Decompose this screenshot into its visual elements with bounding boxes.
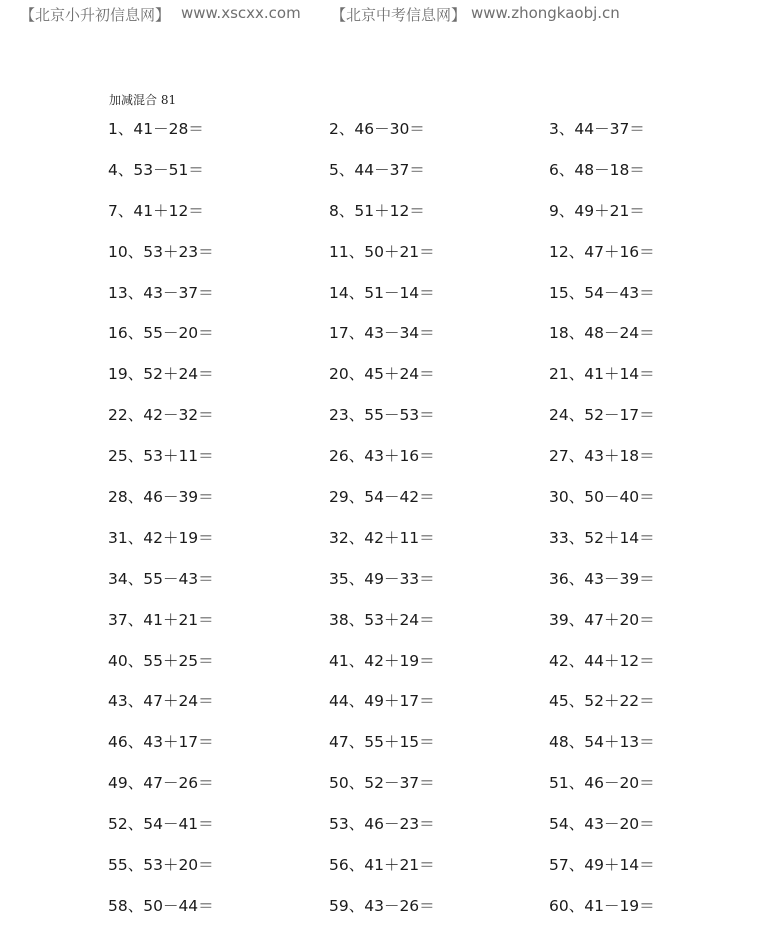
problem-item: 31、42＋19＝ bbox=[108, 528, 214, 547]
problem-item: 23、55－53＝ bbox=[329, 406, 435, 425]
problem-item: 51、46－20＝ bbox=[549, 774, 655, 793]
problem-item: 59、43－26＝ bbox=[329, 896, 435, 915]
problem-item: 53、46－23＝ bbox=[329, 815, 435, 834]
problem-item: 11、50＋21＝ bbox=[329, 242, 435, 261]
problem-item: 9、49＋21＝ bbox=[549, 201, 645, 220]
problem-item: 15、54－43＝ bbox=[549, 283, 655, 302]
problem-grid bbox=[108, 113, 748, 931]
problem-item: 44、49＋17＝ bbox=[329, 692, 435, 711]
problem-item: 21、41＋14＝ bbox=[549, 365, 655, 384]
problem-item: 56、41＋21＝ bbox=[329, 856, 435, 875]
worksheet-title: 加减混合 81 bbox=[109, 93, 177, 107]
site-name-zhongkao: 【北京中考信息网】 bbox=[331, 6, 467, 24]
problem-item: 16、55－20＝ bbox=[108, 324, 214, 343]
problem-item: 36、43－39＝ bbox=[549, 569, 655, 588]
problem-item: 13、43－37＝ bbox=[108, 283, 214, 302]
problem-item: 34、55－43＝ bbox=[108, 569, 214, 588]
problem-item: 40、55＋25＝ bbox=[108, 651, 214, 670]
problem-item: 10、53＋23＝ bbox=[108, 242, 214, 261]
page-header bbox=[20, 4, 773, 26]
problem-item: 48、54＋13＝ bbox=[549, 733, 655, 752]
problem-item: 58、50－44＝ bbox=[108, 896, 214, 915]
problem-item: 43、47＋24＝ bbox=[108, 692, 214, 711]
site-url-xscxx[interactable]: www.xscxx.com bbox=[181, 4, 301, 22]
problem-item: 46、43＋17＝ bbox=[108, 733, 214, 752]
problem-item: 33、52＋14＝ bbox=[549, 528, 655, 547]
problem-item: 1、41－28＝ bbox=[108, 120, 204, 138]
problem-item: 6、48－18＝ bbox=[549, 160, 645, 179]
problem-item: 42、44＋12＝ bbox=[549, 651, 655, 670]
problem-item: 60、41－19＝ bbox=[549, 896, 655, 915]
problem-item: 17、43－34＝ bbox=[329, 324, 435, 343]
problem-item: 38、53＋24＝ bbox=[329, 610, 435, 629]
problem-item: 45、52＋22＝ bbox=[549, 692, 655, 711]
problem-item: 3、44－37＝ bbox=[549, 120, 645, 138]
problem-item: 57、49＋14＝ bbox=[549, 856, 655, 875]
problem-item: 28、46－39＝ bbox=[108, 488, 214, 507]
problem-item: 49、47－26＝ bbox=[108, 774, 214, 793]
problem-item: 35、49－33＝ bbox=[329, 569, 435, 588]
problem-item: 37、41＋21＝ bbox=[108, 610, 214, 629]
problem-item: 12、47＋16＝ bbox=[549, 242, 655, 261]
problem-item: 19、52＋24＝ bbox=[108, 365, 214, 384]
problem-item: 32、42＋11＝ bbox=[329, 528, 435, 547]
problem-item: 26、43＋16＝ bbox=[329, 447, 435, 466]
problem-item: 20、45＋24＝ bbox=[329, 365, 435, 384]
problem-item: 30、50－40＝ bbox=[549, 488, 655, 507]
problem-item: 39、47＋20＝ bbox=[549, 610, 655, 629]
problem-item: 52、54－41＝ bbox=[108, 815, 214, 834]
problem-item: 41、42＋19＝ bbox=[329, 651, 435, 670]
problem-item: 8、51＋12＝ bbox=[329, 201, 425, 220]
site-url-zhongkaobj[interactable]: www.zhongkaobj.cn bbox=[471, 4, 620, 22]
problem-item: 22、42－32＝ bbox=[108, 406, 214, 425]
problem-item: 18、48－24＝ bbox=[549, 324, 655, 343]
problem-item: 14、51－14＝ bbox=[329, 283, 435, 302]
site-name-xiaoshengchu: 【北京小升初信息网】 bbox=[20, 6, 171, 24]
problem-item: 4、53－51＝ bbox=[108, 160, 204, 179]
problem-item: 25、53＋11＝ bbox=[108, 447, 214, 466]
problem-item: 7、41＋12＝ bbox=[108, 201, 204, 220]
problem-item: 5、44－37＝ bbox=[329, 160, 425, 179]
problem-item: 55、53＋20＝ bbox=[108, 856, 214, 875]
problem-item: 50、52－37＝ bbox=[329, 774, 435, 793]
problem-item: 54、43－20＝ bbox=[549, 815, 655, 834]
problem-item: 2、46－30＝ bbox=[329, 120, 425, 138]
problem-item: 27、43＋18＝ bbox=[549, 447, 655, 466]
problem-item: 47、55＋15＝ bbox=[329, 733, 435, 752]
problem-item: 29、54－42＝ bbox=[329, 488, 435, 507]
problem-item: 24、52－17＝ bbox=[549, 406, 655, 425]
